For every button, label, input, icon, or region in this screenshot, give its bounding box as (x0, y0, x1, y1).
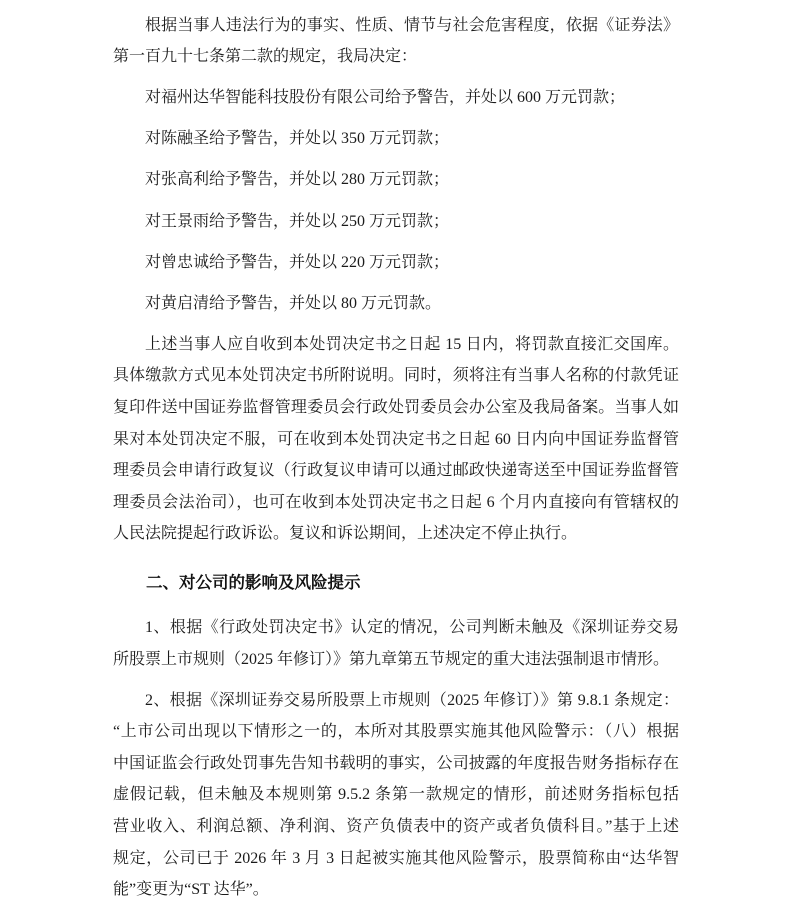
penalty-line (113, 247, 679, 279)
text-line: 对张高利给予警告，并处以 280 万元罚款； (145, 171, 450, 189)
text-line: 所股票上市规则（2025 年修订）》第九章第五节规定的重大违法强制退市情形。 (113, 650, 670, 668)
text-line: 对王景雨给予警告，并处以 250 万元罚款； (145, 212, 450, 230)
penalty-line-company (113, 82, 679, 114)
text-line: 1、根据《行政处罚决定书》认定的情况，公司判断未触及《深圳证券交易 (145, 619, 679, 636)
text-line: 果对本处罚决定不服，可在收到本处罚决定书之日起 60 日内向中国证券监督管 (113, 430, 679, 448)
text-line: 中国证监会行政处罚事先告知书载明的事实，公司披露的年度报告财务指标存在 (113, 754, 679, 772)
text-line: 复印件送中国证券监督管理委员会行政处罚委员会办公室及我局备案。当事人如 (113, 399, 679, 417)
text-line: 第一百九十七条第二款的规定，我局决定： (113, 48, 418, 66)
text-line: 对黄启清给予警告，并处以 80 万元罚款。 (145, 294, 442, 312)
section-2-item-1 (113, 612, 679, 675)
section-2-item-2 (113, 685, 679, 906)
text-line: 上述当事人应自收到本处罚决定书之日起 15 日内，将罚款直接汇交国库。 (145, 335, 679, 353)
text-line: 虚假记载，但未触及本规则第 9.5.2 条第一款规定的情形，前述财务指标包括 (113, 786, 679, 804)
text-line: 2、根据《深圳证券交易所股票上市规则（2025 年修订）》第 9.8.1 条规定： (145, 691, 679, 709)
text-line: 营业收入、利润总额、净利润、资产负债表中的资产或者负债科目。”基于上述 (113, 818, 679, 836)
text-line: 规定，公司已于 2026 年 3 月 3 日起被实施其他风险警示，股票简称由“达华智 (113, 849, 679, 867)
text-line: 人民法院提起行政诉讼。复议和诉讼期间，上述决定不停止执行。 (113, 525, 578, 543)
text-line: 根据当事人违法行为的事实、性质、情节与社会危害程度，依据《证券法》 (145, 16, 679, 34)
text-line: 对陈融圣给予警告，并处以 350 万元罚款； (145, 130, 450, 148)
text-line: “上市公司出现以下情形之一的，本所对其股票实施其他风险警示：（八）根据 (113, 723, 679, 741)
decision-intro-paragraph (113, 10, 679, 73)
text-line: 理委员会法治司），也可在收到本处罚决定书之日起 6 个月内直接向有管辖权的 (113, 493, 679, 511)
payment-appeal-paragraph (113, 329, 679, 550)
text-line: 具体缴款方式见本处罚决定书所附说明。同时，须将注有当事人名称的付款凭证 (113, 367, 679, 385)
penalty-line (113, 288, 679, 320)
text-line: 能”变更为“ST 达华”。 (113, 881, 269, 899)
penalty-line (113, 206, 679, 238)
text-line: 理委员会申请行政复议（行政复议申请可以通过邮政快递寄送至中国证券监督管 (113, 462, 679, 480)
text-line: 对福州达华智能科技股份有限公司给予警告，并处以 600 万元罚款； (145, 89, 626, 107)
section-2-heading: 二、对公司的影响及风险提示 (146, 574, 361, 592)
penalty-line (113, 164, 679, 196)
text-line: 对曾忠诚给予警告，并处以 220 万元罚款； (145, 253, 450, 271)
penalty-line (113, 123, 679, 155)
